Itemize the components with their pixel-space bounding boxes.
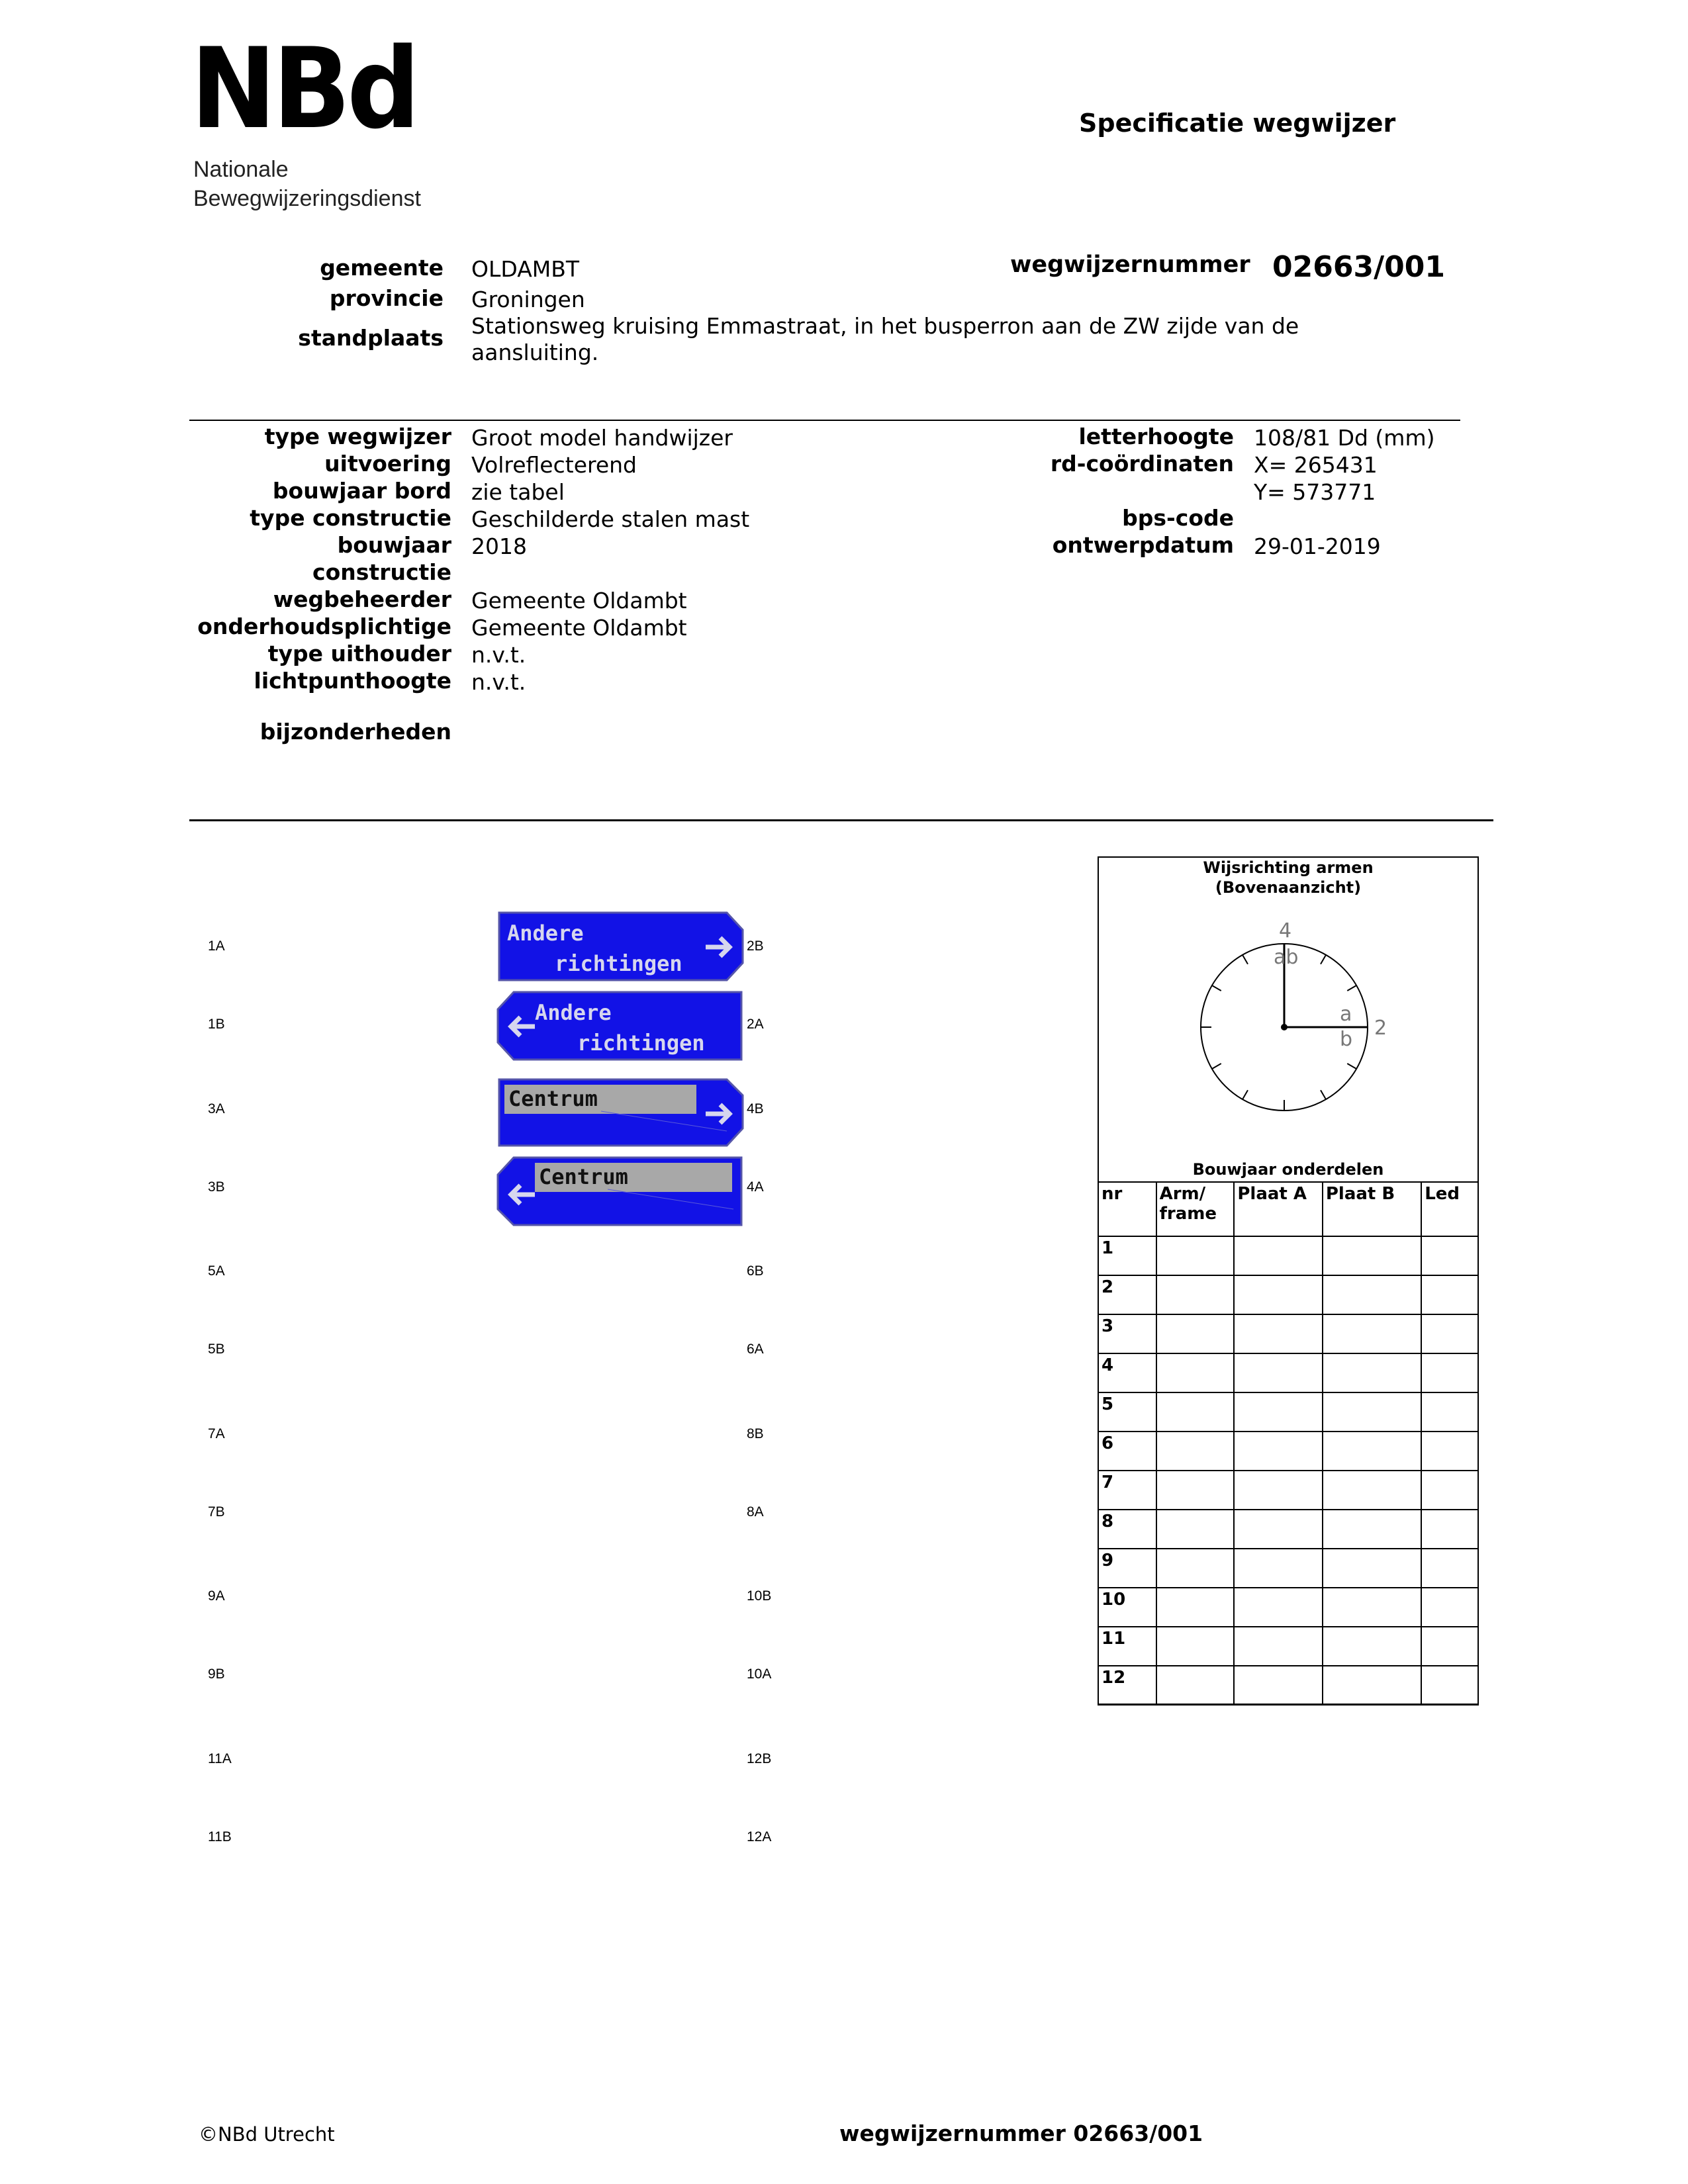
sign-row-right-label: 6A [747, 1342, 764, 1357]
col-nr: nr [1098, 1182, 1156, 1236]
table-cell [1323, 1392, 1421, 1432]
compass-tick [1347, 985, 1356, 991]
table-cell [1234, 1471, 1323, 1510]
table-cell [1323, 1236, 1421, 1275]
table-row [1098, 1549, 1478, 1588]
row-nr: 5 [1098, 1392, 1156, 1432]
spec-right-value: 29-01-2019 [1254, 533, 1381, 559]
row-nr: 8 [1098, 1510, 1156, 1549]
table-cell [1421, 1588, 1478, 1627]
table-cell [1156, 1275, 1235, 1314]
compass-label-right: 2 [1374, 1017, 1387, 1040]
table-cell [1234, 1588, 1323, 1627]
sign-4-centrum-left [498, 1158, 741, 1225]
wijsrichting-subtitle: (Bovenaanzicht) [1215, 878, 1362, 897]
table-cell [1421, 1314, 1478, 1353]
table-row [1098, 1471, 1478, 1510]
spec-right-value: X= 265431 [1254, 452, 1378, 478]
table-row [1098, 1588, 1478, 1627]
table-cell [1323, 1588, 1421, 1627]
table-cell [1156, 1510, 1235, 1549]
table-row [1098, 1510, 1478, 1549]
spec-value: 2018 [471, 533, 527, 559]
spec-right-value: Y= 573771 [1254, 479, 1376, 505]
sign-row-left-label: 1A [208, 938, 225, 954]
sign-row-right-label: 4B [747, 1101, 764, 1116]
compass-dial-icon [1178, 913, 1390, 1125]
col-arm-frame: Arm/ frame [1156, 1182, 1235, 1236]
spec-value: Groot model handwijzer [471, 425, 733, 451]
table-cell [1234, 1627, 1323, 1666]
spec-value: zie tabel [471, 479, 565, 505]
spec-value: Gemeente Oldambt [471, 615, 687, 641]
spec-label: bouwjaar bord [272, 478, 451, 504]
sign-row-left-label: 9A [208, 1588, 225, 1604]
compass-letter-b: b [1340, 1028, 1353, 1051]
table-row [1098, 1432, 1478, 1471]
spec-right-label: rd-coördinaten [1050, 451, 1234, 477]
table-row [1098, 1353, 1478, 1392]
compass-tick [1321, 1090, 1326, 1099]
col-led: Led [1421, 1182, 1478, 1236]
table-cell [1156, 1471, 1235, 1510]
row-nr: 4 [1098, 1353, 1156, 1392]
table-cell [1156, 1392, 1235, 1432]
sign-2-line-1: Andere [535, 1000, 612, 1025]
row-nr: 6 [1098, 1432, 1156, 1471]
table-cell [1323, 1549, 1421, 1588]
wijsrichting-title: Wijsrichting armen [1203, 858, 1374, 877]
provincie-value: Groningen [471, 287, 585, 312]
spec-label: type wegwijzer [264, 424, 451, 449]
spec-label: type uithouder [267, 641, 451, 666]
nbd-logo: NBd [191, 24, 417, 154]
table-cell [1156, 1588, 1235, 1627]
sign-row-left-label: 11A [208, 1751, 232, 1766]
table-cell [1323, 1666, 1421, 1705]
table-cell [1323, 1353, 1421, 1392]
table-cell [1323, 1432, 1421, 1471]
logo-line-2: Bewegwijzeringsdienst [193, 186, 421, 211]
sign-row-left-label: 1B [208, 1017, 225, 1032]
sign-1-line-1: Andere [507, 921, 584, 946]
table-cell [1156, 1236, 1235, 1275]
standplaats-label: standplaats [298, 325, 444, 351]
spec-right-label: letterhoogte [1078, 424, 1234, 449]
sign-row-right-label: 8B [747, 1426, 764, 1441]
sign-row-right-label: 4A [747, 1179, 764, 1195]
signs-graphic [495, 910, 745, 1231]
row-nr: 3 [1098, 1314, 1156, 1353]
sign-row-left-label: 5A [208, 1263, 225, 1279]
standplaats-line-2: aansluiting. [471, 340, 599, 365]
table-cell [1234, 1275, 1323, 1314]
spec-label: onderhoudsplichtige [197, 614, 451, 639]
row-nr: 11 [1098, 1627, 1156, 1666]
table-cell [1156, 1627, 1235, 1666]
table-row [1098, 1666, 1478, 1705]
table-row [1098, 1314, 1478, 1353]
table-cell [1323, 1275, 1421, 1314]
compass-letter-a: a [1340, 1003, 1352, 1026]
spec-value: n.v.t. [471, 642, 526, 668]
gemeente-value: OLDAMBT [471, 256, 580, 282]
footer-nummer: wegwijzernummer 02663/001 [839, 2120, 1203, 2146]
compass-label-top: 4 [1279, 919, 1292, 942]
sign-row-right-label: 10A [747, 1666, 772, 1682]
footer-copyright: ©NBd Utrecht [199, 2123, 335, 2146]
table-cell [1421, 1353, 1478, 1392]
table-cell [1156, 1432, 1235, 1471]
wegwijzernummer-label: wegwijzernummer [1010, 251, 1250, 278]
table-cell [1421, 1627, 1478, 1666]
table-cell [1421, 1471, 1478, 1510]
table-cell [1234, 1432, 1323, 1471]
table-row [1098, 1392, 1478, 1432]
gemeente-label: gemeente [320, 255, 444, 281]
spec-value: Gemeente Oldambt [471, 588, 687, 614]
bijzonderheden-label: bijzonderheden [259, 719, 451, 745]
table-cell [1156, 1549, 1235, 1588]
compass-tick [1243, 955, 1248, 964]
table-cell [1234, 1353, 1323, 1392]
table-cell [1234, 1314, 1323, 1353]
table-cell [1421, 1432, 1478, 1471]
sign-row-left-label: 7A [208, 1426, 225, 1441]
spec-value: n.v.t. [471, 669, 526, 695]
sign-row-left-label: 7B [208, 1504, 225, 1520]
sign-row-right-label: 12A [747, 1829, 772, 1844]
spec-right-label: ontwerpdatum [1052, 532, 1234, 558]
table-cell [1323, 1627, 1421, 1666]
table-cell [1323, 1510, 1421, 1549]
sign-row-left-label: 3A [208, 1101, 225, 1116]
table-row [1098, 1236, 1478, 1275]
table-cell [1421, 1392, 1478, 1432]
spec-label: bouwjaar [337, 532, 451, 558]
table-cell [1323, 1314, 1421, 1353]
divider-top [189, 420, 1460, 421]
compass-letters-top: ab [1274, 946, 1299, 969]
bouwjaar-title: Bouwjaar onderdelen [1192, 1160, 1384, 1179]
sign-row-right-label: 2B [747, 938, 764, 954]
spec-right-label: bps-code [1122, 505, 1234, 531]
compass-tick [1243, 1090, 1248, 1099]
sign-row-left-label: 3B [208, 1179, 225, 1195]
table-row [1098, 1627, 1478, 1666]
table-cell [1421, 1275, 1478, 1314]
spec-label: lichtpunthoogte [254, 668, 451, 694]
sign-2-line-2: richtingen [577, 1030, 705, 1056]
sign-1-andere-richtingen-right [499, 913, 743, 980]
sign-row-right-label: 12B [747, 1751, 772, 1766]
table-cell [1421, 1510, 1478, 1549]
standplaats-line-1: Stationsweg kruising Emmastraat, in het busperron aan de ZW zijde van de [471, 313, 1299, 339]
divider-middle [189, 819, 1493, 821]
sign-1-line-2: richtingen [555, 951, 682, 976]
sign-row-right-label: 2A [747, 1017, 764, 1032]
table-cell [1156, 1353, 1235, 1392]
row-nr: 9 [1098, 1549, 1156, 1588]
row-nr: 12 [1098, 1666, 1156, 1705]
sign-4-line-1: Centrum [539, 1164, 628, 1189]
row-nr: 1 [1098, 1236, 1156, 1275]
logo-line-1: Nationale [193, 157, 289, 182]
sign-row-left-label: 11B [208, 1829, 232, 1844]
spec-value: Volreflecterend [471, 452, 637, 478]
table-cell [1156, 1314, 1235, 1353]
compass-tick [1321, 955, 1326, 964]
table-cell [1421, 1666, 1478, 1705]
table-cell [1323, 1471, 1421, 1510]
table-cell [1234, 1510, 1323, 1549]
sign-row-right-label: 10B [747, 1588, 772, 1604]
table-cell [1234, 1236, 1323, 1275]
table-cell [1234, 1666, 1323, 1705]
page-title: Specificatie wegwijzer [1079, 109, 1396, 138]
provincie-label: provincie [329, 285, 444, 311]
sign-row-left-label: 5B [208, 1342, 225, 1357]
sign-row-right-label: 8A [747, 1504, 764, 1520]
sign-3-line-1: Centrum [508, 1086, 598, 1111]
table-cell [1421, 1236, 1478, 1275]
sign-row-right-label: 6B [747, 1263, 764, 1279]
spec-value: Geschilderde stalen mast [471, 506, 750, 532]
row-nr: 10 [1098, 1588, 1156, 1627]
row-nr: 2 [1098, 1275, 1156, 1314]
spec-label: wegbeheerder [273, 586, 451, 612]
spec-label: type constructie [250, 505, 451, 531]
row-nr: 7 [1098, 1471, 1156, 1510]
col-plaat-a: Plaat A [1234, 1182, 1323, 1236]
spec-label: constructie [312, 559, 451, 585]
sign-2-andere-richtingen-left [498, 992, 741, 1060]
table-row [1098, 1275, 1478, 1314]
compass-tick [1347, 1064, 1356, 1069]
spec-right-value: 108/81 Dd (mm) [1254, 425, 1435, 451]
bouwjaar-table [1098, 1181, 1479, 1706]
compass-tick [1212, 1064, 1221, 1069]
table-cell [1156, 1666, 1235, 1705]
table-cell [1234, 1392, 1323, 1432]
compass-tick [1212, 985, 1221, 991]
sign-3-centrum-right [499, 1079, 743, 1146]
table-cell [1234, 1549, 1323, 1588]
sign-row-left-label: 9B [208, 1666, 225, 1682]
col-plaat-b: Plaat B [1323, 1182, 1421, 1236]
table-cell [1421, 1549, 1478, 1588]
spec-label: uitvoering [324, 451, 451, 477]
wegwijzernummer-value: 02663/001 [1272, 250, 1445, 284]
